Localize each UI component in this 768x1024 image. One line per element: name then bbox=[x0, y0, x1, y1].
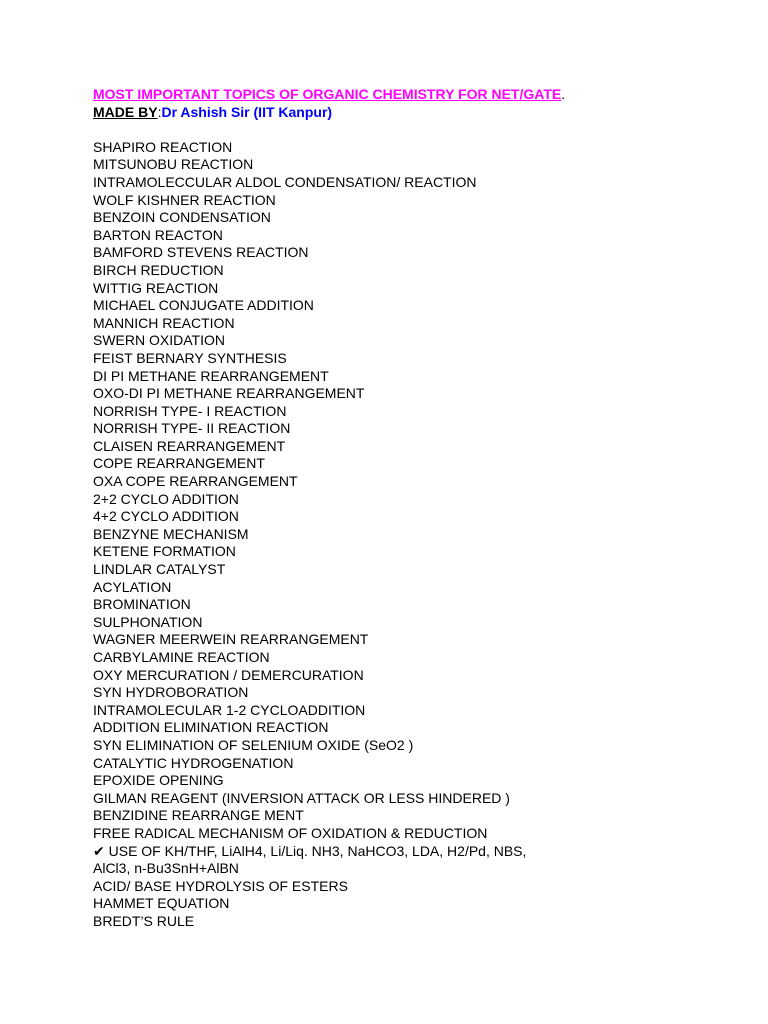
topic-item: SULPHONATION bbox=[93, 613, 203, 630]
topic-item: SHAPIRO REACTION bbox=[93, 138, 233, 155]
topic-item: BREDT’S RULE bbox=[93, 912, 195, 929]
topic-item: NORRISH TYPE- II REACTION bbox=[93, 420, 291, 437]
topic-item: 2+2 CYCLO ADDITION bbox=[93, 490, 239, 507]
topic-item: CATALYTIC HYDROGENATION bbox=[93, 754, 294, 771]
topic-item: FREE RADICAL MECHANISM OF OXIDATION & REDUCTION bbox=[93, 824, 488, 841]
topic-item: OXO-DI PI METHANE REARRANGEMENT bbox=[93, 385, 365, 402]
topic-item: WOLF KISHNER REACTION bbox=[93, 191, 276, 208]
topic-item: WITTIG REACTION bbox=[93, 279, 219, 296]
title-period: . bbox=[561, 86, 566, 102]
topic-item: HAMMET EQUATION bbox=[93, 895, 230, 912]
topic-list bbox=[93, 139, 733, 931]
blank-line bbox=[93, 121, 733, 139]
document-title: MOST IMPORTANT TOPICS OF ORGANIC CHEMISTRY FOR NET/GATE bbox=[93, 86, 562, 102]
topic-item: BARTON REACTON bbox=[93, 226, 223, 243]
topic-item: GILMAN REAGENT (INVERSION ATTACK OR LESS HINDERED ) bbox=[93, 789, 510, 806]
made-by-separator: : bbox=[157, 103, 162, 120]
topic-item: SWERN OXIDATION bbox=[93, 332, 225, 349]
topic-item: ACID/ BASE HYDROLYSIS OF ESTERS bbox=[93, 877, 348, 894]
topic-item: CLAISEN REARRANGEMENT bbox=[93, 437, 286, 454]
topic-item: MITSUNOBU REACTION bbox=[93, 156, 254, 173]
topic-item: OXA COPE REARRANGEMENT bbox=[93, 473, 298, 490]
topic-item: OXY MERCURATION / DEMERCURATION bbox=[93, 666, 364, 683]
author-line bbox=[93, 104, 733, 122]
topic-item: CARBYLAMINE REACTION bbox=[93, 649, 270, 665]
topic-item: KETENE FORMATION bbox=[93, 543, 236, 560]
document-page bbox=[93, 86, 733, 931]
topic-item: BROMINATION bbox=[93, 596, 191, 613]
topic-item: BENZYNE MECHANISM bbox=[93, 525, 249, 542]
topic-item: BIRCH REDUCTION bbox=[93, 261, 224, 278]
made-by-label: MADE BY bbox=[93, 103, 158, 120]
topic-item: SYN HYDROBORATION bbox=[93, 684, 249, 701]
topic-item: FEIST BERNARY SYNTHESIS bbox=[93, 349, 287, 366]
topic-item: BENZOIN CONDENSATION bbox=[93, 209, 271, 226]
topic-item: INTRAMOLECULAR 1-2 CYCLOADDITION bbox=[93, 701, 366, 718]
topic-item: COPE REARRANGEMENT bbox=[93, 455, 265, 472]
topic-item: EPOXIDE OPENING bbox=[93, 772, 224, 789]
topic-item: ✔ USE OF KH/THF, LiAlH4, Li/Liq. NH3, NaHCO3, LDA, H2/Pd, NBS, bbox=[93, 842, 527, 859]
topic-item: AlCl3, n-Bu3SnH+AlBN bbox=[93, 860, 239, 877]
topic-item: INTRAMOLECCULAR ALDOL CONDENSATION/ REACTION bbox=[93, 173, 477, 190]
topic-item: 4+2 CYCLO ADDITION bbox=[93, 508, 239, 525]
topic-item: MANNICH REACTION bbox=[93, 314, 235, 331]
topic-item: NORRISH TYPE- I REACTION bbox=[93, 402, 287, 419]
title-line bbox=[93, 86, 733, 104]
author-name: Dr Ashish Sir (IIT Kanpur) bbox=[161, 103, 333, 120]
topic-item: ADDITION ELIMINATION REACTION bbox=[93, 719, 329, 736]
topic-item: DI PI METHANE REARRANGEMENT bbox=[93, 367, 329, 384]
topic-item: BENZIDINE REARRANGE MENT bbox=[93, 807, 304, 824]
topic-item: SYN ELIMINATION OF SELENIUM OXIDE (SeO2 ) bbox=[93, 736, 414, 753]
topic-item: BAMFORD STEVENS REACTION bbox=[93, 244, 309, 261]
topic-item: MICHAEL CONJUGATE ADDITION bbox=[93, 297, 314, 314]
topic-item: WAGNER MEERWEIN REARRANGEMENT bbox=[93, 631, 369, 648]
topic-item: ACYLATION bbox=[93, 578, 172, 595]
topic-item: LINDLAR CATALYST bbox=[93, 561, 226, 578]
